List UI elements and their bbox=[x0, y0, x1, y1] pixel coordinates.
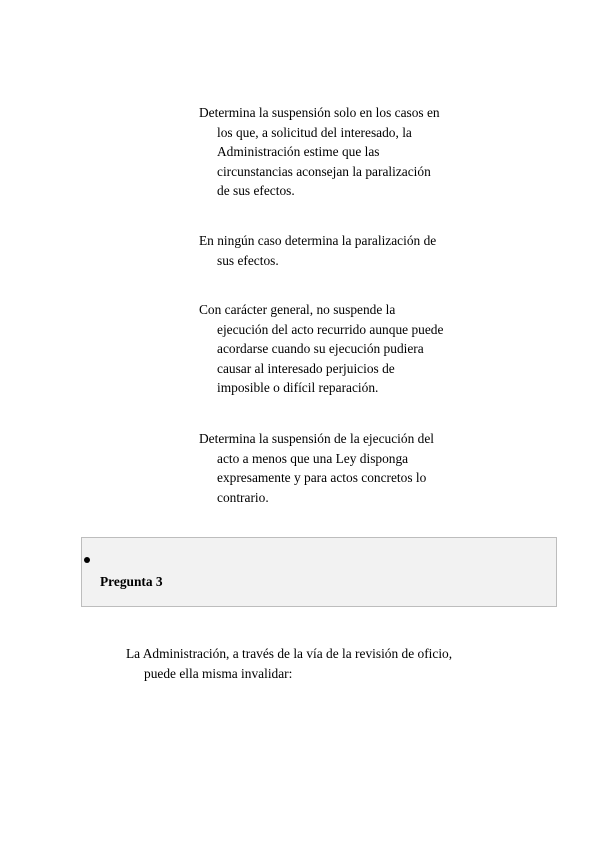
answer-option-2[interactable]: En ningún caso determina la paralización de sus efectos. bbox=[199, 233, 437, 268]
question-header bbox=[81, 537, 557, 607]
answer-option-3[interactable]: Con carácter general, no suspende la ejecución del acto recurrido aunque puede acordarse cuando su ejecución pudiera causar al interesado perjuicios de imposible o difícil reparación. bbox=[199, 302, 444, 396]
answer-option-4[interactable]: Determina la suspensión de la ejecución del acto a menos que una Ley disponga expresamente y para actos concretos lo contrario. bbox=[199, 431, 434, 505]
question-title: Pregunta 3 bbox=[100, 574, 163, 589]
bullet-icon bbox=[84, 557, 90, 563]
question-prompt: La Administración, a través de la vía de la revisión de oficio, puede ella misma invalidar: bbox=[126, 646, 453, 681]
answer-option-1[interactable]: Determina la suspensión solo en los casos en los que, a solicitud del interesado, la Administración estime que las circunstancias aconsejan la paralización de sus efectos. bbox=[199, 105, 440, 199]
